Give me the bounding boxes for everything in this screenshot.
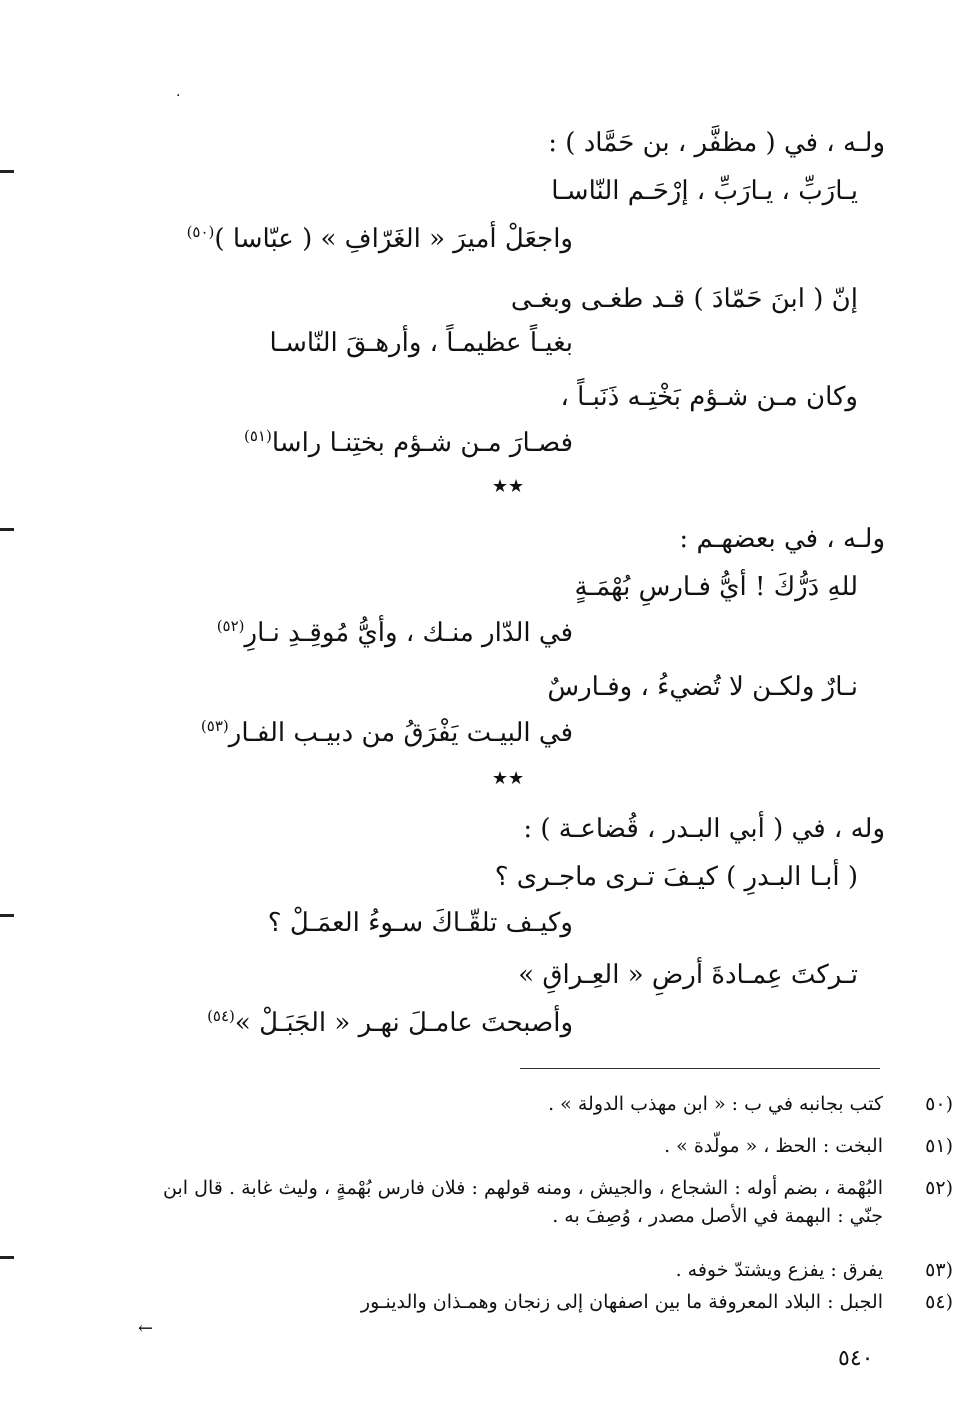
footnote-text: كتب بجانبه في ب : « ابن مهذب الدولة » . xyxy=(548,1093,883,1115)
section-divider-stars: ★★ xyxy=(491,768,525,789)
verse-line: وكيـف تلقّـاكَ سـوءُ العمَـلْ ؟ xyxy=(267,908,573,938)
page-number: ٥٤٠ xyxy=(838,1346,874,1371)
margin-mark xyxy=(0,914,14,917)
verse-line xyxy=(187,222,573,259)
continuation-arrow-icon: ← xyxy=(138,1318,154,1339)
stray-dot: · xyxy=(176,88,181,104)
verse-text: وأصبحتَ عامـلَ نهـر « الجَبَـلْ » xyxy=(234,1008,573,1038)
footnote-number: (٥٠ xyxy=(925,1093,953,1115)
verse-text: فصـارَ مـن شـؤم بختِنـا راسا xyxy=(271,428,573,458)
poem-intro: ولـه ، في بعضهـم : xyxy=(679,524,885,554)
verse-line: بغيـاً عظيمـاً ، وأرهـقَ النّاسـا xyxy=(269,328,573,358)
verse-line: ( أبـا البـدرِ ) كيـفَ تـرى ماجـرى ؟ xyxy=(494,862,858,892)
footnote-text: يفرق : يفزع ويشتدّ خوفه . xyxy=(675,1259,883,1281)
footnote-text: الجبل : البلاد المعروفة ما بين اصفهان إلى زنجان وهمـذان والدينـور xyxy=(360,1291,883,1313)
footnote-text: البُهْمة ، بضم أوله : الشجاع ، والجيش ، ومنه قولهم : فلان فارس بُهْمةٍ ، وليث غابة . قال ابن جنّي : البهمة في الأصل مصدر ، وُصِفَ به . xyxy=(163,1177,883,1227)
footnote-text: البخت : الحظ ، « مولّدة » . xyxy=(664,1135,883,1157)
footnote-marker: (٥٤) xyxy=(207,1007,235,1025)
footnote-number: (٥٢ xyxy=(925,1177,953,1199)
verse-line xyxy=(207,1006,573,1043)
verse-line xyxy=(244,426,573,463)
verse-line xyxy=(217,616,573,653)
footnote xyxy=(163,1288,953,1316)
footnote-marker: (٥٠) xyxy=(186,223,215,241)
footnote-marker: (٥٢) xyxy=(216,617,245,635)
margin-mark xyxy=(0,170,14,173)
poem-intro: وله ، في ( أبي البـدر ، قُضاعـة ) : xyxy=(523,814,885,844)
footnote-number: (٥٤ xyxy=(925,1291,953,1313)
footnote xyxy=(163,1132,953,1160)
footnote-number: (٥١ xyxy=(925,1135,953,1157)
section-divider-stars: ★★ xyxy=(491,476,525,497)
verse-line: يـارَبِّ ، يـارَبِّ ، إرْحَـم النّاسـا xyxy=(551,176,858,206)
footnote xyxy=(163,1256,953,1284)
footnote xyxy=(163,1090,953,1118)
footnote-marker: (٥١) xyxy=(244,427,272,445)
margin-mark xyxy=(0,528,14,531)
footnote xyxy=(163,1174,953,1230)
verse-text: واجعَلْ أميرَ « الغَرّافِ » ( عبّاسا ) xyxy=(214,224,573,254)
verse-line: إنّ ( ابنَ حَمّادَ ) قـد طغـى وبغـى xyxy=(510,284,858,314)
verse-line: تـركتَ عِمـادةَ أرضِ « العِـراقِ » xyxy=(518,960,858,990)
poem-intro: ولـه ، في ( مظفَّر ، بن حَمَّاد ) : xyxy=(548,128,885,158)
margin-mark xyxy=(0,1256,14,1259)
footnote-marker: (٥٣) xyxy=(200,717,229,735)
verse-line: للهِ دَرُّكَ ! أيُّ فـارسِ بُهْمَـةٍ xyxy=(574,572,858,602)
verse-text: في البيـت يَفْرَقُ من دبيـب الفـار xyxy=(228,718,573,748)
footnote-separator xyxy=(520,1068,880,1069)
verse-line xyxy=(201,716,573,753)
verse-line: نـارٌ ولكـن لا تُضيءُ ، وفـارسٌ xyxy=(547,672,858,702)
verse-text: في الدّار منـك ، وأيُّ مُوقِـدِ نـارِ xyxy=(244,618,573,648)
footnote-number: (٥٣ xyxy=(925,1259,953,1281)
verse-line: وكان مـن شـؤم بَخْتِـه ذَنَبـاً ، xyxy=(560,382,858,412)
